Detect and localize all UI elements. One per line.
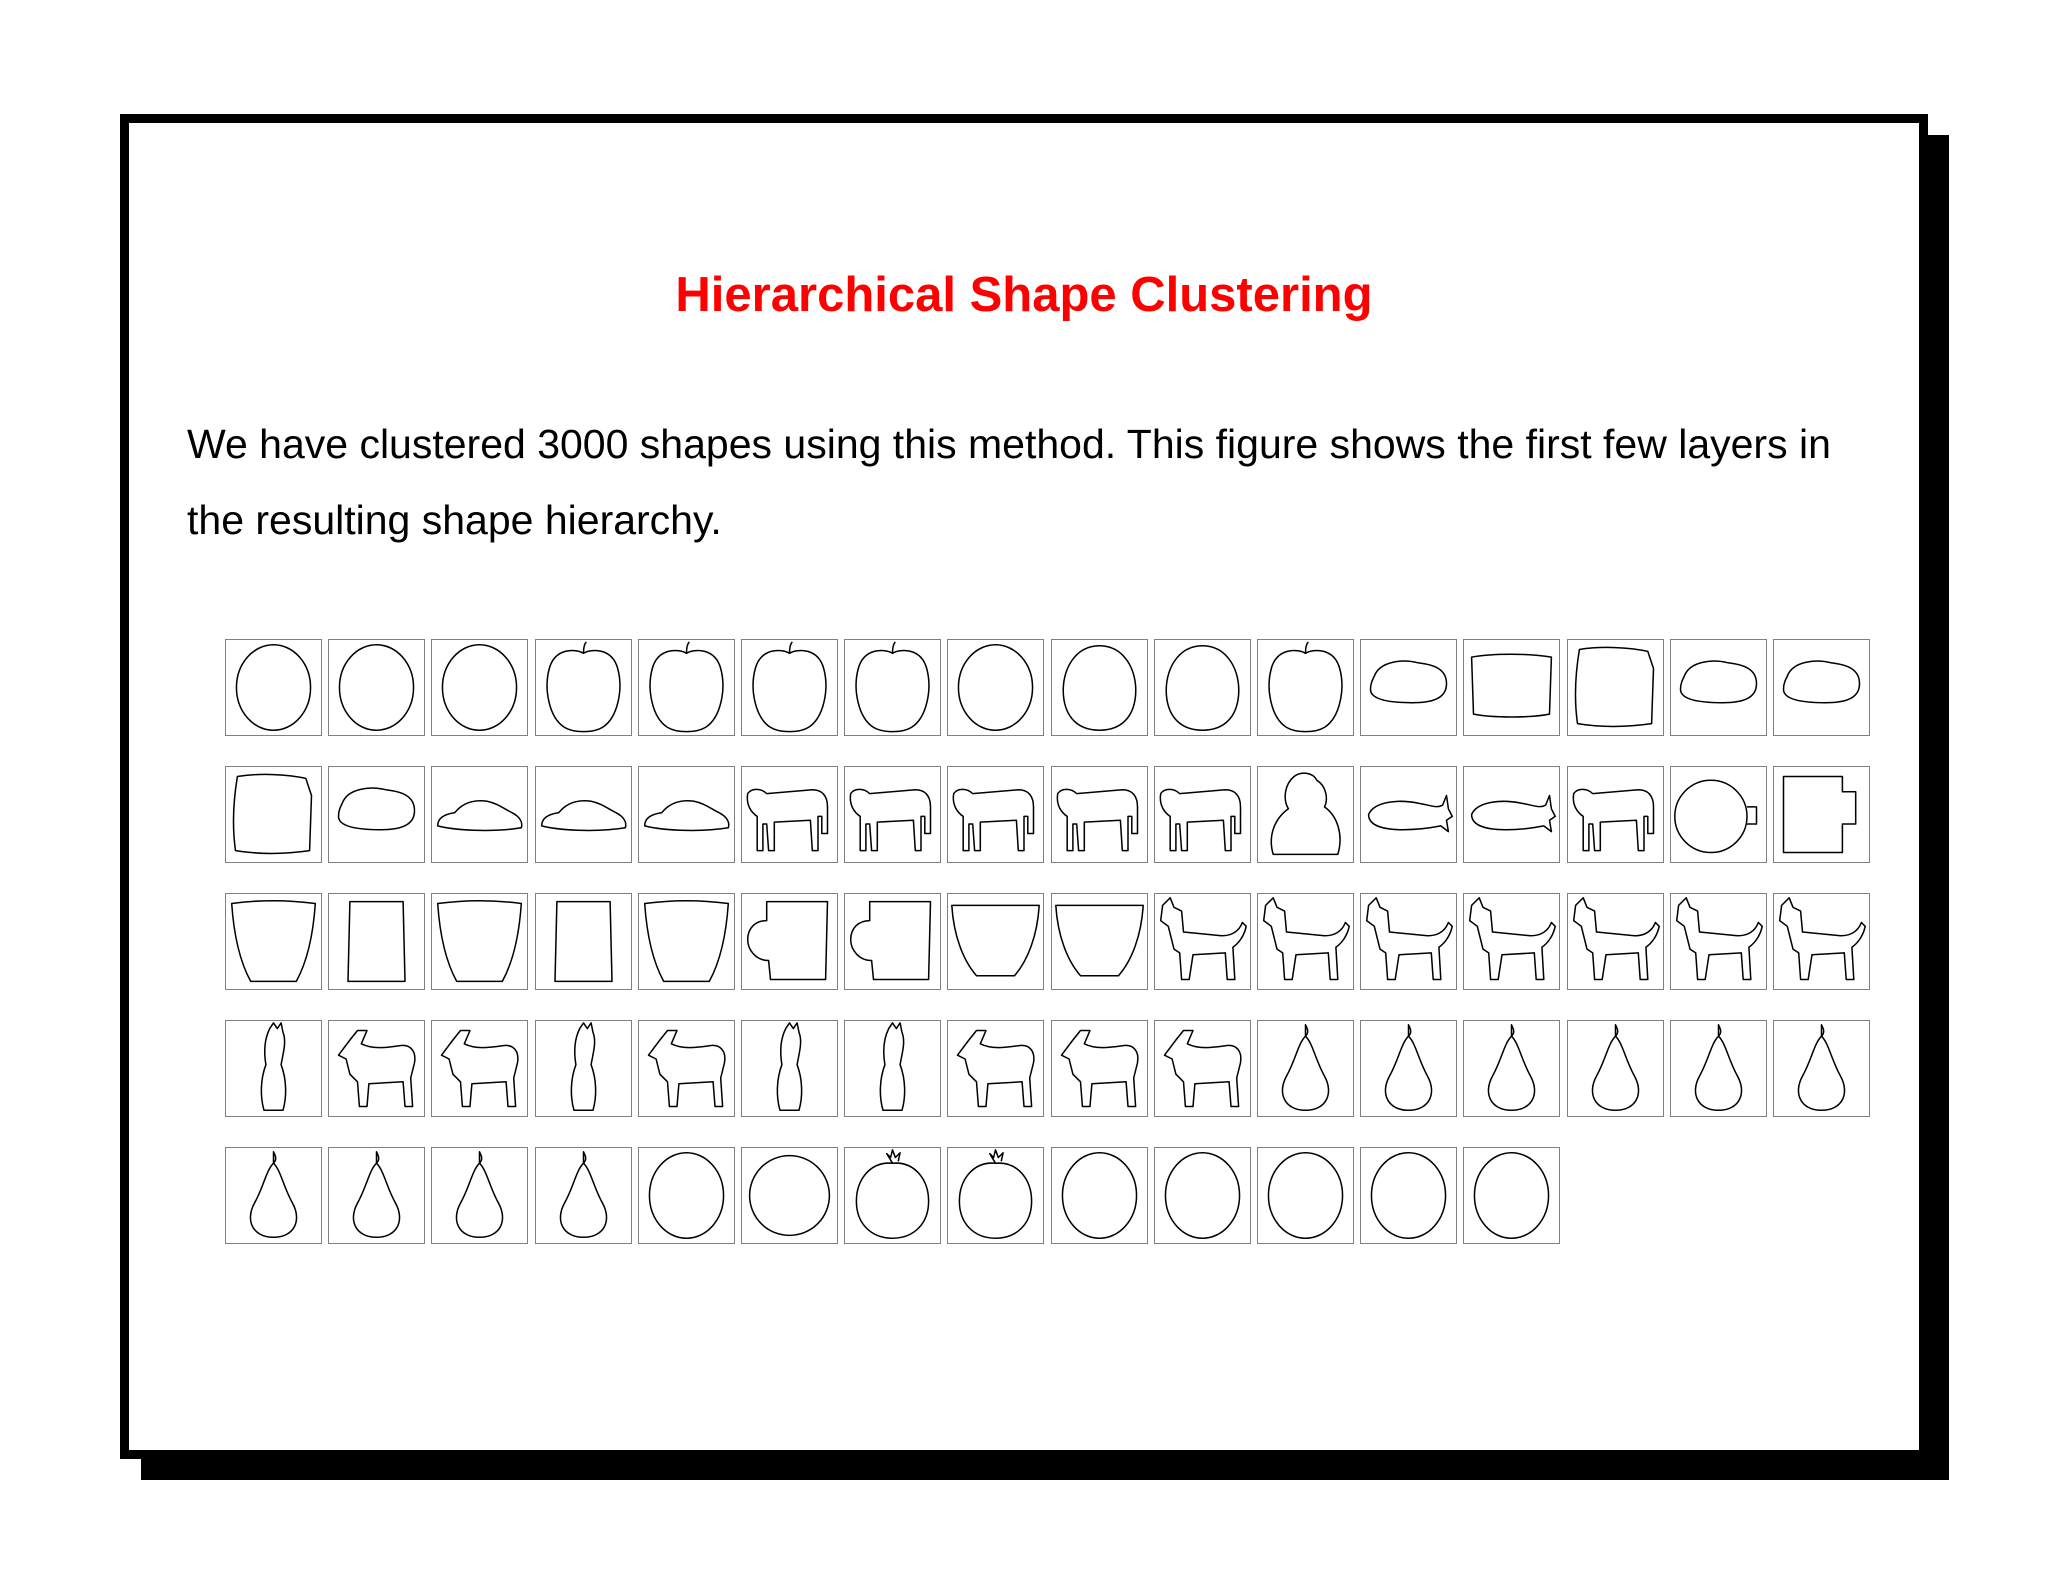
shape-cell [1773, 893, 1870, 990]
shape-cell [1360, 639, 1457, 736]
shape-cell [638, 1147, 735, 1244]
ellipse-tall-outline-icon [948, 640, 1043, 735]
shape-cell [741, 1147, 838, 1244]
shape-cell [947, 1147, 1044, 1244]
shape-cell [535, 639, 632, 736]
shape-cell [1051, 893, 1148, 990]
shape-cell [225, 1020, 322, 1117]
apple-outline-icon [536, 640, 631, 735]
shape-cell [1154, 639, 1251, 736]
cow-outline-icon [742, 767, 837, 862]
shape-cell [431, 1147, 528, 1244]
tomato-outline-icon [845, 1148, 940, 1243]
car-outline-icon [432, 767, 527, 862]
dog-outline-icon [1568, 894, 1663, 989]
ellipse-tall-outline-icon [432, 640, 527, 735]
shape-cell [1257, 766, 1354, 863]
cup-handle-outline-icon [742, 894, 837, 989]
shape-cell [1154, 1020, 1251, 1117]
cup-outline-icon [226, 894, 321, 989]
egg-outline-icon [1052, 640, 1147, 735]
shape-cell [328, 1147, 425, 1244]
shape-cell [1257, 1020, 1354, 1117]
shape-cell [1154, 893, 1251, 990]
shape-cell [947, 893, 1044, 990]
ellipse-tall-outline-icon [329, 640, 424, 735]
shape-cell [1773, 766, 1870, 863]
shape-cell [741, 766, 838, 863]
shape-hierarchy-figure [225, 639, 1875, 1254]
shape-cell [741, 893, 838, 990]
slide-title: Hierarchical Shape Clustering [675, 268, 1373, 322]
dog-outline-icon [1155, 894, 1250, 989]
shape-cell [1257, 639, 1354, 736]
shape-cell [535, 893, 632, 990]
shape-cell [1463, 766, 1560, 863]
shape-cell [844, 893, 941, 990]
bear-outline-icon [1258, 767, 1353, 862]
shape-cell [431, 893, 528, 990]
pear-outline-icon [1568, 1021, 1663, 1116]
tomato-outline-icon [948, 1148, 1043, 1243]
horse-outline-icon [948, 1021, 1043, 1116]
pear-outline-icon [1464, 1021, 1559, 1116]
blob-wide-outline-icon [1361, 640, 1456, 735]
apple-outline-icon [1258, 640, 1353, 735]
ellipse-tall-outline-icon [1258, 1148, 1353, 1243]
box-outline-icon [1568, 640, 1663, 735]
shape-cell [1463, 1147, 1560, 1244]
shape-cell [1463, 639, 1560, 736]
glass-outline-icon [536, 894, 631, 989]
shape-cell [225, 766, 322, 863]
dog-outline-icon [1671, 894, 1766, 989]
horse-outline-icon [1052, 1021, 1147, 1116]
shape-cell [638, 1020, 735, 1117]
shape-cell [1773, 1020, 1870, 1117]
cow-outline-icon [948, 767, 1043, 862]
shape-cell [638, 639, 735, 736]
shape-cell [1567, 639, 1664, 736]
shape-cell [328, 639, 425, 736]
shape-cell [1257, 893, 1354, 990]
shape-cell [1670, 766, 1767, 863]
shape-cell [535, 1020, 632, 1117]
apple-outline-icon [742, 640, 837, 735]
shape-cell [1670, 1020, 1767, 1117]
fish-outline-icon [1361, 767, 1456, 862]
shape-cell [844, 1147, 941, 1244]
shape-cell [1051, 766, 1148, 863]
shape-cell [844, 639, 941, 736]
box-wide-outline-icon [1464, 640, 1559, 735]
horse-outline-icon [1155, 1021, 1250, 1116]
glass-outline-icon [329, 894, 424, 989]
shape-cell [1154, 1147, 1251, 1244]
egg-outline-icon [1155, 640, 1250, 735]
apple-outline-icon [639, 640, 734, 735]
cow-outline-icon [1568, 767, 1663, 862]
dog-outline-icon [1361, 894, 1456, 989]
pear-outline-icon [1774, 1021, 1869, 1116]
circle-outline-icon [742, 1148, 837, 1243]
shape-cell [225, 893, 322, 990]
mug-outline-icon [1774, 767, 1869, 862]
cup-outline-icon [432, 894, 527, 989]
cat-sitting-outline-icon [845, 1021, 940, 1116]
shape-cell [225, 1147, 322, 1244]
cup-handle-outline-icon [845, 894, 940, 989]
shape-cell [1567, 1020, 1664, 1117]
shape-cell [1463, 1020, 1560, 1117]
cow-outline-icon [845, 767, 940, 862]
ellipse-tall-outline-icon [1361, 1148, 1456, 1243]
pear-outline-icon [536, 1148, 631, 1243]
car-outline-icon [536, 767, 631, 862]
shape-cell [947, 766, 1044, 863]
cow-outline-icon [1052, 767, 1147, 862]
blob-wide-outline-icon [1774, 640, 1869, 735]
shape-cell [431, 1020, 528, 1117]
horse-outline-icon [432, 1021, 527, 1116]
pear-outline-icon [226, 1148, 321, 1243]
pear-outline-icon [1361, 1021, 1456, 1116]
ellipse-tall-outline-icon [1155, 1148, 1250, 1243]
shape-cell [1463, 893, 1560, 990]
car-outline-icon [639, 767, 734, 862]
pear-outline-icon [432, 1148, 527, 1243]
shape-cell [638, 893, 735, 990]
shape-cell [328, 766, 425, 863]
dog-outline-icon [1258, 894, 1353, 989]
apple-outline-icon [845, 640, 940, 735]
shape-cell [1051, 1020, 1148, 1117]
shape-cell [1567, 766, 1664, 863]
ellipse-tall-outline-icon [226, 640, 321, 735]
ellipse-tall-outline-icon [1052, 1148, 1147, 1243]
bowl-outline-icon [948, 894, 1043, 989]
shape-cell [1670, 639, 1767, 736]
shape-cell [328, 1020, 425, 1117]
pear-outline-icon [1671, 1021, 1766, 1116]
bowl-outline-icon [1052, 894, 1147, 989]
shape-cell [741, 639, 838, 736]
slide [120, 114, 1928, 1459]
fish-outline-icon [1464, 767, 1559, 862]
blob-wide-outline-icon [329, 767, 424, 862]
shape-cell [1360, 766, 1457, 863]
horse-outline-icon [329, 1021, 424, 1116]
pear-outline-icon [1258, 1021, 1353, 1116]
shape-cell [741, 1020, 838, 1117]
shape-cell [1051, 639, 1148, 736]
cat-sitting-outline-icon [226, 1021, 321, 1116]
slide-body-text: We have clustered 3000 shapes using this method. This figure shows the first few layers in the resulting shape hierarchy. [187, 421, 1831, 543]
shape-cell [1257, 1147, 1354, 1244]
shape-cell [1670, 893, 1767, 990]
shape-cell [1360, 893, 1457, 990]
pear-outline-icon [329, 1148, 424, 1243]
dog-outline-icon [1464, 894, 1559, 989]
shape-cell [225, 639, 322, 736]
ellipse-tall-outline-icon [639, 1148, 734, 1243]
ellipse-tall-outline-icon [1464, 1148, 1559, 1243]
shape-cell [1773, 639, 1870, 736]
box-outline-icon [226, 767, 321, 862]
shape-cell [1051, 1147, 1148, 1244]
shape-cell [1360, 1020, 1457, 1117]
shape-cell [1154, 766, 1251, 863]
shape-cell [638, 766, 735, 863]
mug-round-outline-icon [1671, 767, 1766, 862]
shape-cell [535, 766, 632, 863]
blob-wide-outline-icon [1671, 640, 1766, 735]
shape-cell [844, 1020, 941, 1117]
shape-cell [947, 1020, 1044, 1117]
dog-outline-icon [1774, 894, 1869, 989]
cow-outline-icon [1155, 767, 1250, 862]
shape-cell [1360, 1147, 1457, 1244]
shape-cell [947, 639, 1044, 736]
shape-cell [431, 639, 528, 736]
cat-sitting-outline-icon [536, 1021, 631, 1116]
shape-cell [844, 766, 941, 863]
shape-cell [535, 1147, 632, 1244]
cup-outline-icon [639, 894, 734, 989]
horse-outline-icon [639, 1021, 734, 1116]
shape-cell [328, 893, 425, 990]
shape-cell [431, 766, 528, 863]
shape-cell [1567, 893, 1664, 990]
cat-sitting-outline-icon [742, 1021, 837, 1116]
